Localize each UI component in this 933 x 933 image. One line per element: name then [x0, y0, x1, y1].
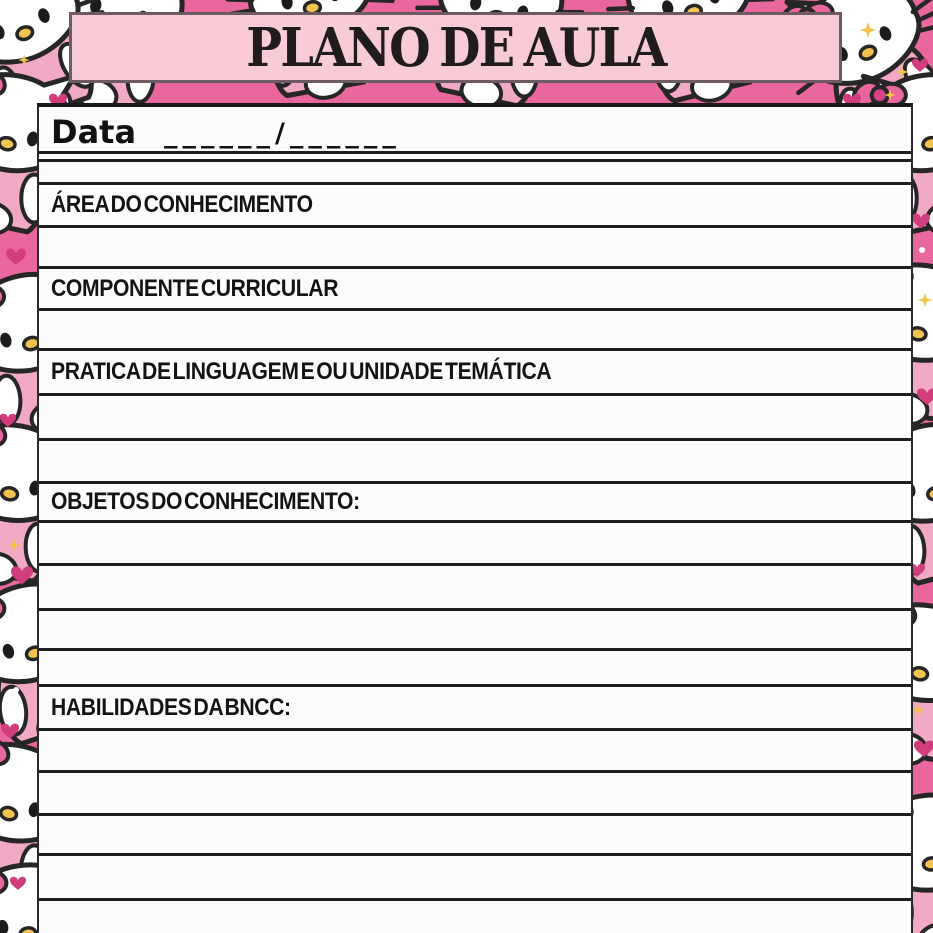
page-title: PLANO DE AULA [245, 16, 666, 79]
date-row [39, 107, 911, 154]
section-label: ÁREA DO CONHECIMENTO [51, 191, 313, 218]
writing-line [39, 651, 911, 687]
section-label-row [39, 269, 911, 311]
section-label-row [39, 687, 911, 731]
rule-spacer [39, 154, 911, 162]
section-label: OBJETOS DO CONHECIMENTO: [51, 488, 360, 515]
writing-line [39, 162, 911, 185]
sparkle-dot-icon [919, 247, 925, 253]
writing-line [39, 856, 911, 901]
writing-line [39, 566, 911, 611]
writing-line [39, 441, 911, 484]
writing-line [39, 901, 911, 933]
date-label: Data [51, 113, 137, 151]
section-label-row [39, 351, 911, 396]
section-label-row [39, 185, 911, 228]
section-label-row [39, 484, 911, 523]
section-label: PRATICA DE LINGUAGEM E OU UNIDADE TEMÁTICA [51, 358, 552, 385]
writing-line [39, 816, 911, 856]
writing-line [39, 396, 911, 441]
sparkle-dot-icon [13, 687, 19, 693]
section-label: HABILIDADES DA BNCC: [51, 693, 291, 721]
section-label: COMPONENTE CURRICULAR [51, 274, 339, 302]
writing-line [39, 731, 911, 773]
writing-line [39, 311, 911, 351]
writing-line [39, 228, 911, 269]
writing-line [39, 611, 911, 651]
writing-line [39, 523, 911, 566]
sparkle-dot-icon [857, 5, 863, 11]
title-banner [69, 12, 842, 83]
date-blank-line: ______/______ [164, 118, 401, 149]
writing-line [39, 773, 911, 816]
lesson-plan-form [37, 103, 913, 933]
